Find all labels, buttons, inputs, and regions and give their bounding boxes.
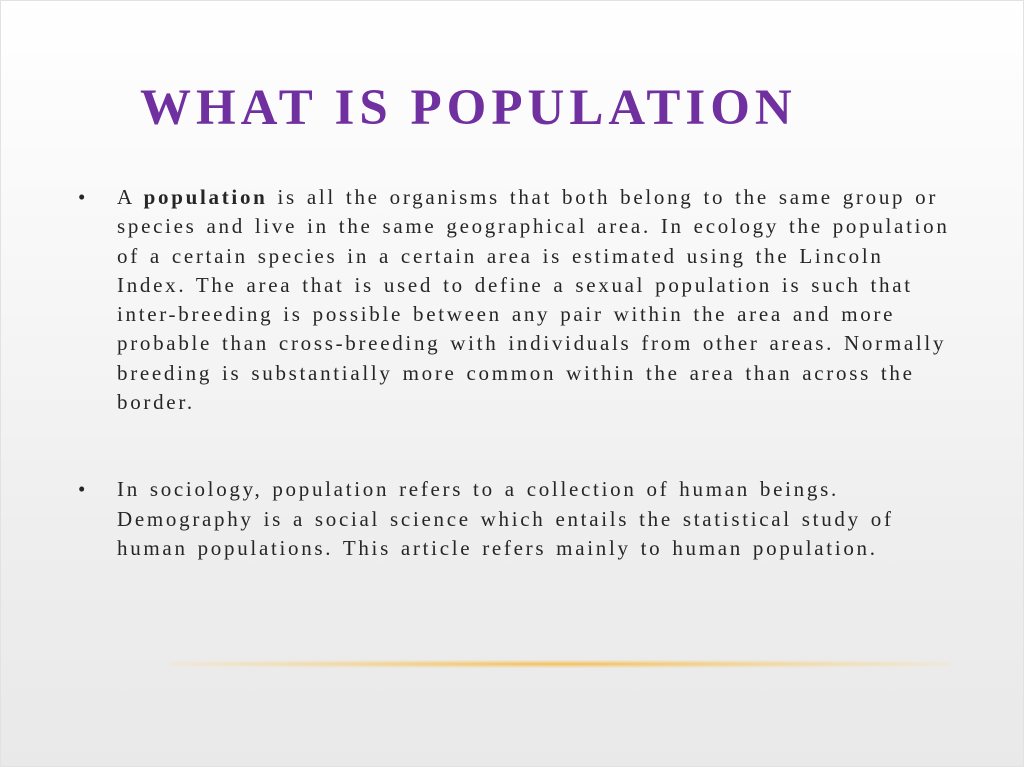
bullet-item-population-definition <box>76 183 956 417</box>
decorative-divider <box>170 660 950 668</box>
bullet-marker: • <box>78 185 89 209</box>
bullet-body: In sociology, population refers to a collection of human beings. Demography is a social science which entails the statistical study of human populations. This article refers mainly to human population. <box>117 477 894 560</box>
bullet-marker: • <box>78 477 89 502</box>
bullet-text <box>117 183 956 417</box>
bullet-prefix: A <box>117 185 144 209</box>
bullet-item-sociology <box>76 475 956 563</box>
slide-title: WHAT IS POPULATION <box>140 80 797 136</box>
bullet-body: is all the organisms that both belong to the same group or species and live in the same geographical area. In ecology the population of a certain species in a certain area is estimated using the Lincoln Index. The area that is used to define a sexual population is such that inter-breeding is possible between any pair within the area and more probable than cross-breeding with individuals from other areas. Normally breeding is substantially more common within the area than across the border. <box>117 185 950 415</box>
slide-body <box>76 183 956 563</box>
bold-term: population <box>143 185 268 209</box>
